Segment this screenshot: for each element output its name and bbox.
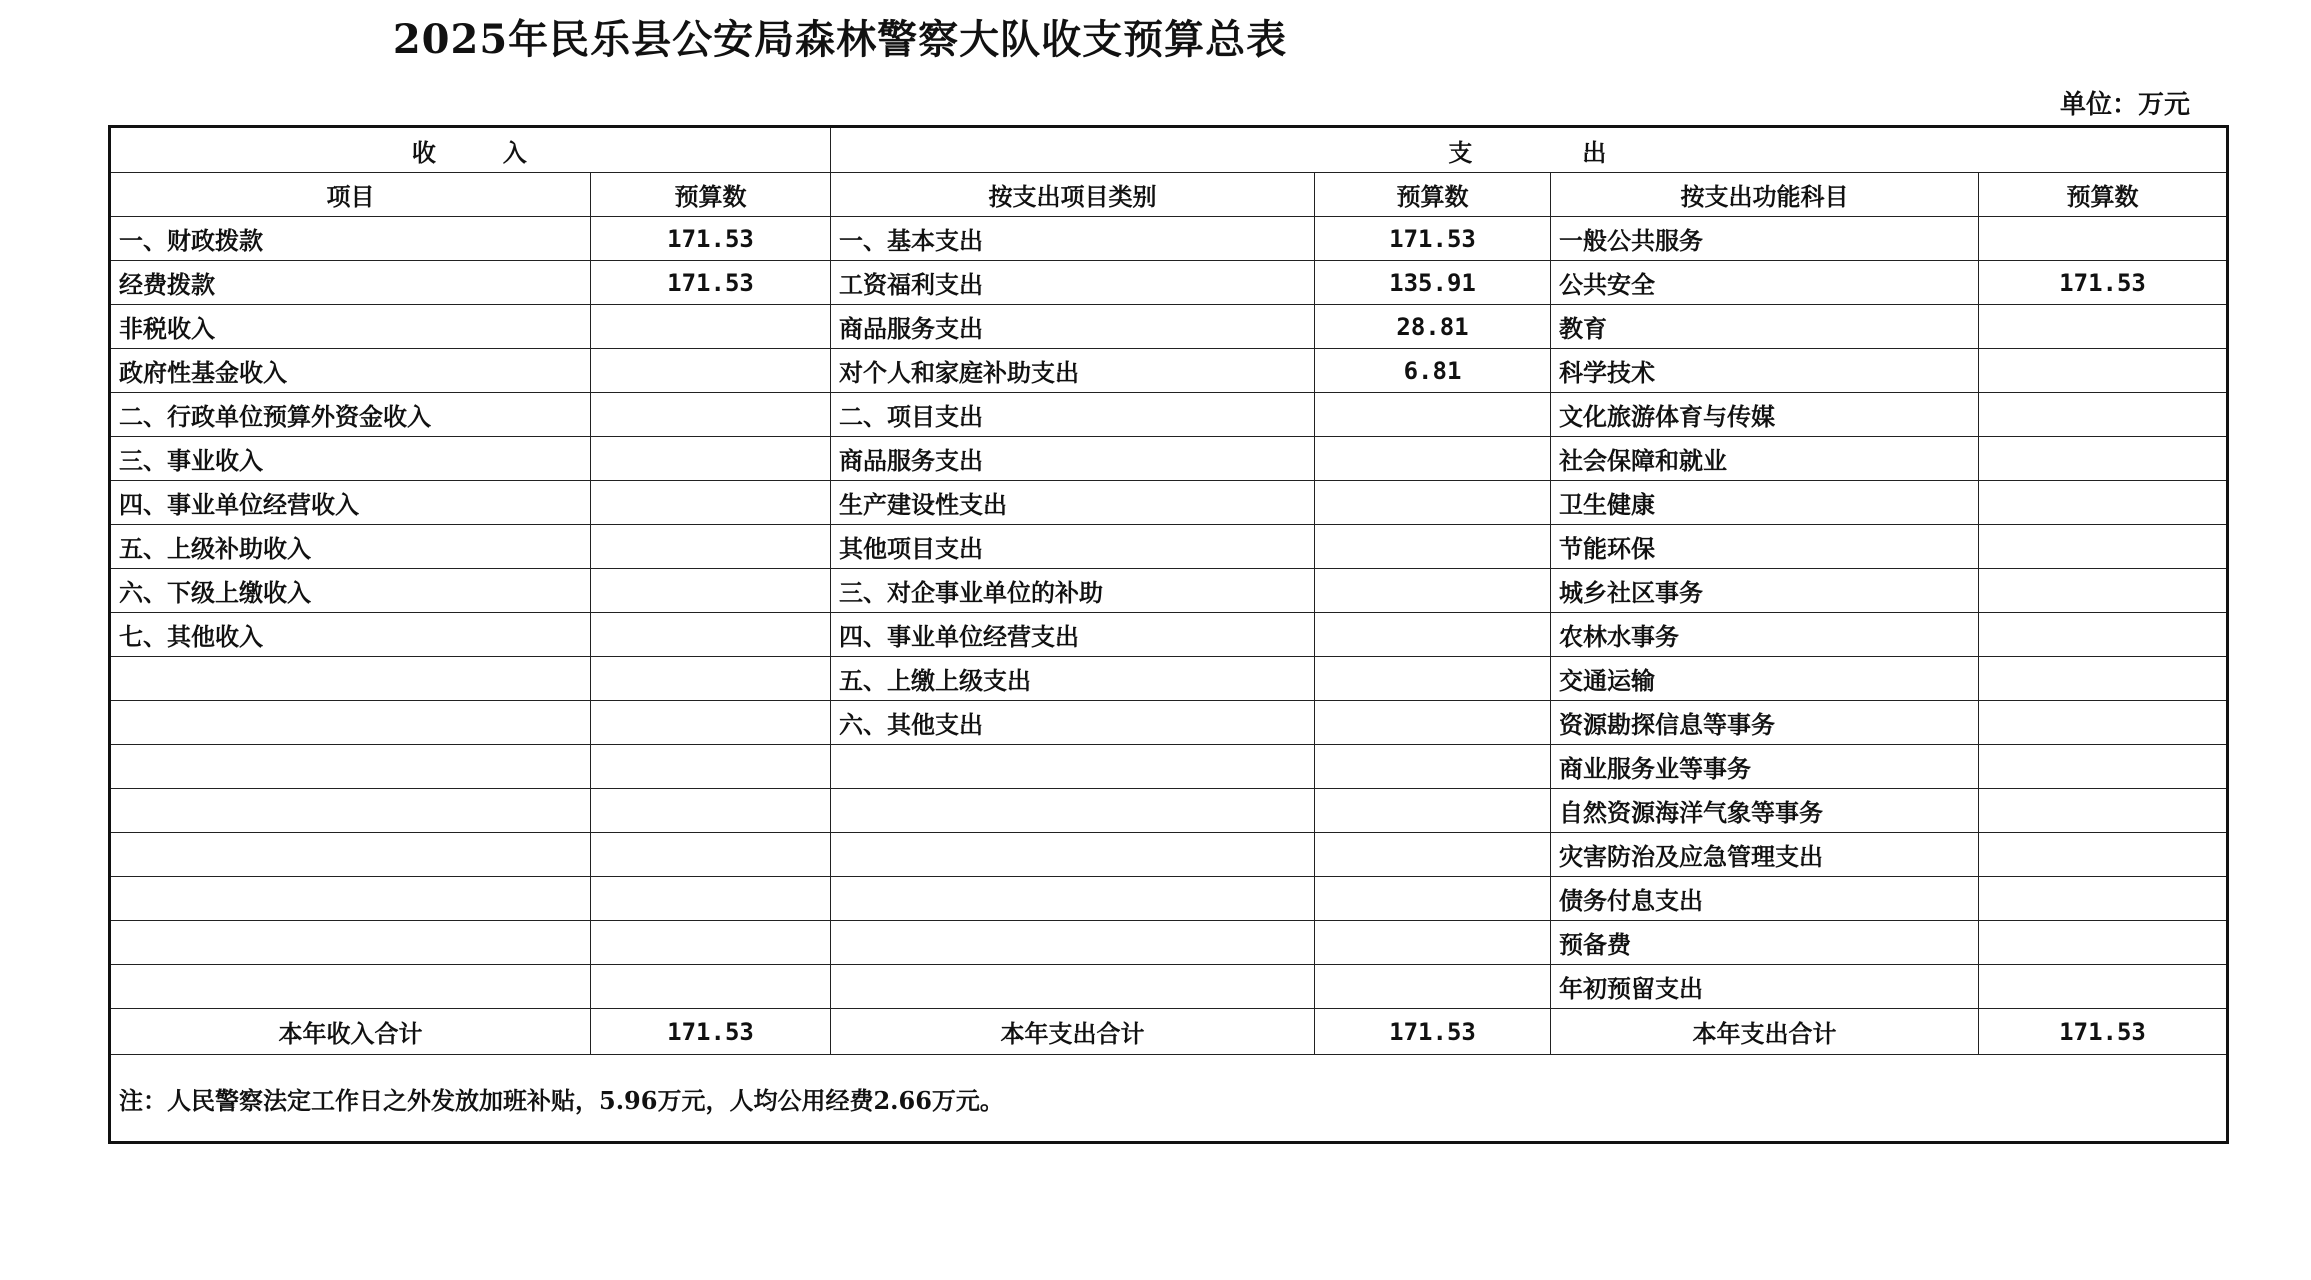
function-amount xyxy=(1979,657,2228,701)
totals-row xyxy=(110,1009,2228,1055)
function-amount xyxy=(1979,217,2228,261)
category-item xyxy=(831,965,1315,1009)
table-row xyxy=(110,789,2228,833)
category-amount: 6.81 xyxy=(1315,349,1551,393)
function-amount xyxy=(1979,833,2228,877)
income-item: 政府性基金收入 xyxy=(110,349,591,393)
category-item xyxy=(831,745,1315,789)
table-row xyxy=(110,745,2228,789)
table-row xyxy=(110,305,2228,349)
total-income-amount: 171.53 xyxy=(591,1009,831,1055)
table-row xyxy=(110,569,2228,613)
function-item: 社会保障和就业 xyxy=(1551,437,1979,481)
table-row xyxy=(110,261,2228,305)
category-amount: 171.53 xyxy=(1315,217,1551,261)
category-amount xyxy=(1315,745,1551,789)
function-item: 科学技术 xyxy=(1551,349,1979,393)
category-amount xyxy=(1315,393,1551,437)
category-item xyxy=(831,789,1315,833)
category-item xyxy=(831,877,1315,921)
income-item xyxy=(110,745,591,789)
income-item xyxy=(110,921,591,965)
function-item: 商业服务业等事务 xyxy=(1551,745,1979,789)
category-item: 商品服务支出 xyxy=(831,305,1315,349)
category-item: 对个人和家庭补助支出 xyxy=(831,349,1315,393)
function-amount xyxy=(1979,525,2228,569)
header-budget-category: 预算数 xyxy=(1315,173,1551,217)
function-amount xyxy=(1979,569,2228,613)
income-amount xyxy=(591,525,831,569)
table-body xyxy=(110,217,2228,1009)
total-expense-category-amount: 171.53 xyxy=(1315,1009,1551,1055)
income-amount xyxy=(591,701,831,745)
table-row xyxy=(110,921,2228,965)
income-amount xyxy=(591,833,831,877)
table-row xyxy=(110,877,2228,921)
income-amount: 171.53 xyxy=(591,261,831,305)
table-row xyxy=(110,965,2228,1009)
income-amount xyxy=(591,349,831,393)
category-item: 二、项目支出 xyxy=(831,393,1315,437)
budget-table xyxy=(108,125,2229,1144)
function-item: 一般公共服务 xyxy=(1551,217,1979,261)
function-amount xyxy=(1979,877,2228,921)
income-amount xyxy=(591,789,831,833)
function-item: 交通运输 xyxy=(1551,657,1979,701)
note-text: 注：人民警察法定工作日之外发放加班补贴，5.96万元，人均公用经费2.66万元。 xyxy=(110,1055,2228,1143)
function-item: 资源勘探信息等事务 xyxy=(1551,701,1979,745)
category-item: 四、事业单位经营支出 xyxy=(831,613,1315,657)
category-amount xyxy=(1315,613,1551,657)
income-amount xyxy=(591,921,831,965)
function-amount xyxy=(1979,393,2228,437)
income-amount xyxy=(591,569,831,613)
category-amount xyxy=(1315,789,1551,833)
category-item xyxy=(831,833,1315,877)
table-row xyxy=(110,393,2228,437)
header-item: 项目 xyxy=(110,173,591,217)
function-item: 年初预留支出 xyxy=(1551,965,1979,1009)
income-item: 非税收入 xyxy=(110,305,591,349)
total-expense-function-label: 本年支出合计 xyxy=(1551,1009,1979,1055)
income-item xyxy=(110,877,591,921)
income-item: 二、行政单位预算外资金收入 xyxy=(110,393,591,437)
function-amount xyxy=(1979,965,2228,1009)
table-row xyxy=(110,481,2228,525)
note-row xyxy=(110,1055,2228,1143)
income-amount xyxy=(591,745,831,789)
income-item: 一、财政拨款 xyxy=(110,217,591,261)
category-amount: 135.91 xyxy=(1315,261,1551,305)
category-item: 六、其他支出 xyxy=(831,701,1315,745)
category-amount xyxy=(1315,525,1551,569)
table-row xyxy=(110,437,2228,481)
income-amount xyxy=(591,613,831,657)
category-item: 工资福利支出 xyxy=(831,261,1315,305)
section-income: 收 入 xyxy=(110,127,831,173)
function-amount xyxy=(1979,613,2228,657)
function-amount xyxy=(1979,349,2228,393)
category-item: 生产建设性支出 xyxy=(831,481,1315,525)
function-item: 节能环保 xyxy=(1551,525,1979,569)
table-row xyxy=(110,613,2228,657)
function-item: 债务付息支出 xyxy=(1551,877,1979,921)
income-item xyxy=(110,965,591,1009)
category-amount: 28.81 xyxy=(1315,305,1551,349)
function-amount xyxy=(1979,701,2228,745)
function-item: 卫生健康 xyxy=(1551,481,1979,525)
category-item: 三、对企事业单位的补助 xyxy=(831,569,1315,613)
header-budget-income: 预算数 xyxy=(591,173,831,217)
table-row xyxy=(110,349,2228,393)
income-item: 七、其他收入 xyxy=(110,613,591,657)
function-amount xyxy=(1979,437,2228,481)
total-income-label: 本年收入合计 xyxy=(110,1009,591,1055)
income-amount xyxy=(591,965,831,1009)
function-item: 城乡社区事务 xyxy=(1551,569,1979,613)
income-item: 三、事业收入 xyxy=(110,437,591,481)
table-row xyxy=(110,217,2228,261)
function-item: 公共安全 xyxy=(1551,261,1979,305)
income-item: 经费拨款 xyxy=(110,261,591,305)
header-by-category: 按支出项目类别 xyxy=(831,173,1315,217)
unit-label: 单位：万元 xyxy=(2060,90,2191,120)
function-item: 文化旅游体育与传媒 xyxy=(1551,393,1979,437)
income-amount: 171.53 xyxy=(591,217,831,261)
function-item: 农林水事务 xyxy=(1551,613,1979,657)
category-item: 一、基本支出 xyxy=(831,217,1315,261)
category-amount xyxy=(1315,833,1551,877)
table-row xyxy=(110,701,2228,745)
function-item: 灾害防治及应急管理支出 xyxy=(1551,833,1979,877)
income-item xyxy=(110,657,591,701)
table-row xyxy=(110,525,2228,569)
category-item: 五、上缴上级支出 xyxy=(831,657,1315,701)
income-item: 五、上级补助收入 xyxy=(110,525,591,569)
table-row xyxy=(110,657,2228,701)
function-amount: 171.53 xyxy=(1979,261,2228,305)
income-item xyxy=(110,789,591,833)
function-amount xyxy=(1979,745,2228,789)
category-item xyxy=(831,921,1315,965)
income-amount xyxy=(591,481,831,525)
function-amount xyxy=(1979,789,2228,833)
income-amount xyxy=(591,437,831,481)
category-amount xyxy=(1315,481,1551,525)
total-expense-function-amount: 171.53 xyxy=(1979,1009,2228,1055)
function-amount xyxy=(1979,921,2228,965)
income-item xyxy=(110,833,591,877)
category-amount xyxy=(1315,701,1551,745)
column-header-row xyxy=(110,173,2228,217)
section-header-row xyxy=(110,127,2228,173)
income-amount xyxy=(591,877,831,921)
category-item: 商品服务支出 xyxy=(831,437,1315,481)
category-amount xyxy=(1315,657,1551,701)
category-amount xyxy=(1315,569,1551,613)
income-item: 六、下级上缴收入 xyxy=(110,569,591,613)
table-row xyxy=(110,833,2228,877)
header-by-function: 按支出功能科目 xyxy=(1551,173,1979,217)
function-item: 预备费 xyxy=(1551,921,1979,965)
category-amount xyxy=(1315,965,1551,1009)
function-amount xyxy=(1979,481,2228,525)
page-title: 2025年民乐县公安局森林警察大队收支预算总表 xyxy=(392,16,1288,63)
section-expense: 支 出 xyxy=(831,127,2228,173)
category-amount xyxy=(1315,877,1551,921)
income-amount xyxy=(591,305,831,349)
function-amount xyxy=(1979,305,2228,349)
income-item xyxy=(110,701,591,745)
total-expense-category-label: 本年支出合计 xyxy=(831,1009,1315,1055)
function-item: 教育 xyxy=(1551,305,1979,349)
income-amount xyxy=(591,657,831,701)
income-amount xyxy=(591,393,831,437)
header-budget-function: 预算数 xyxy=(1979,173,2228,217)
category-item: 其他项目支出 xyxy=(831,525,1315,569)
income-item: 四、事业单位经营收入 xyxy=(110,481,591,525)
function-item: 自然资源海洋气象等事务 xyxy=(1551,789,1979,833)
category-amount xyxy=(1315,437,1551,481)
category-amount xyxy=(1315,921,1551,965)
